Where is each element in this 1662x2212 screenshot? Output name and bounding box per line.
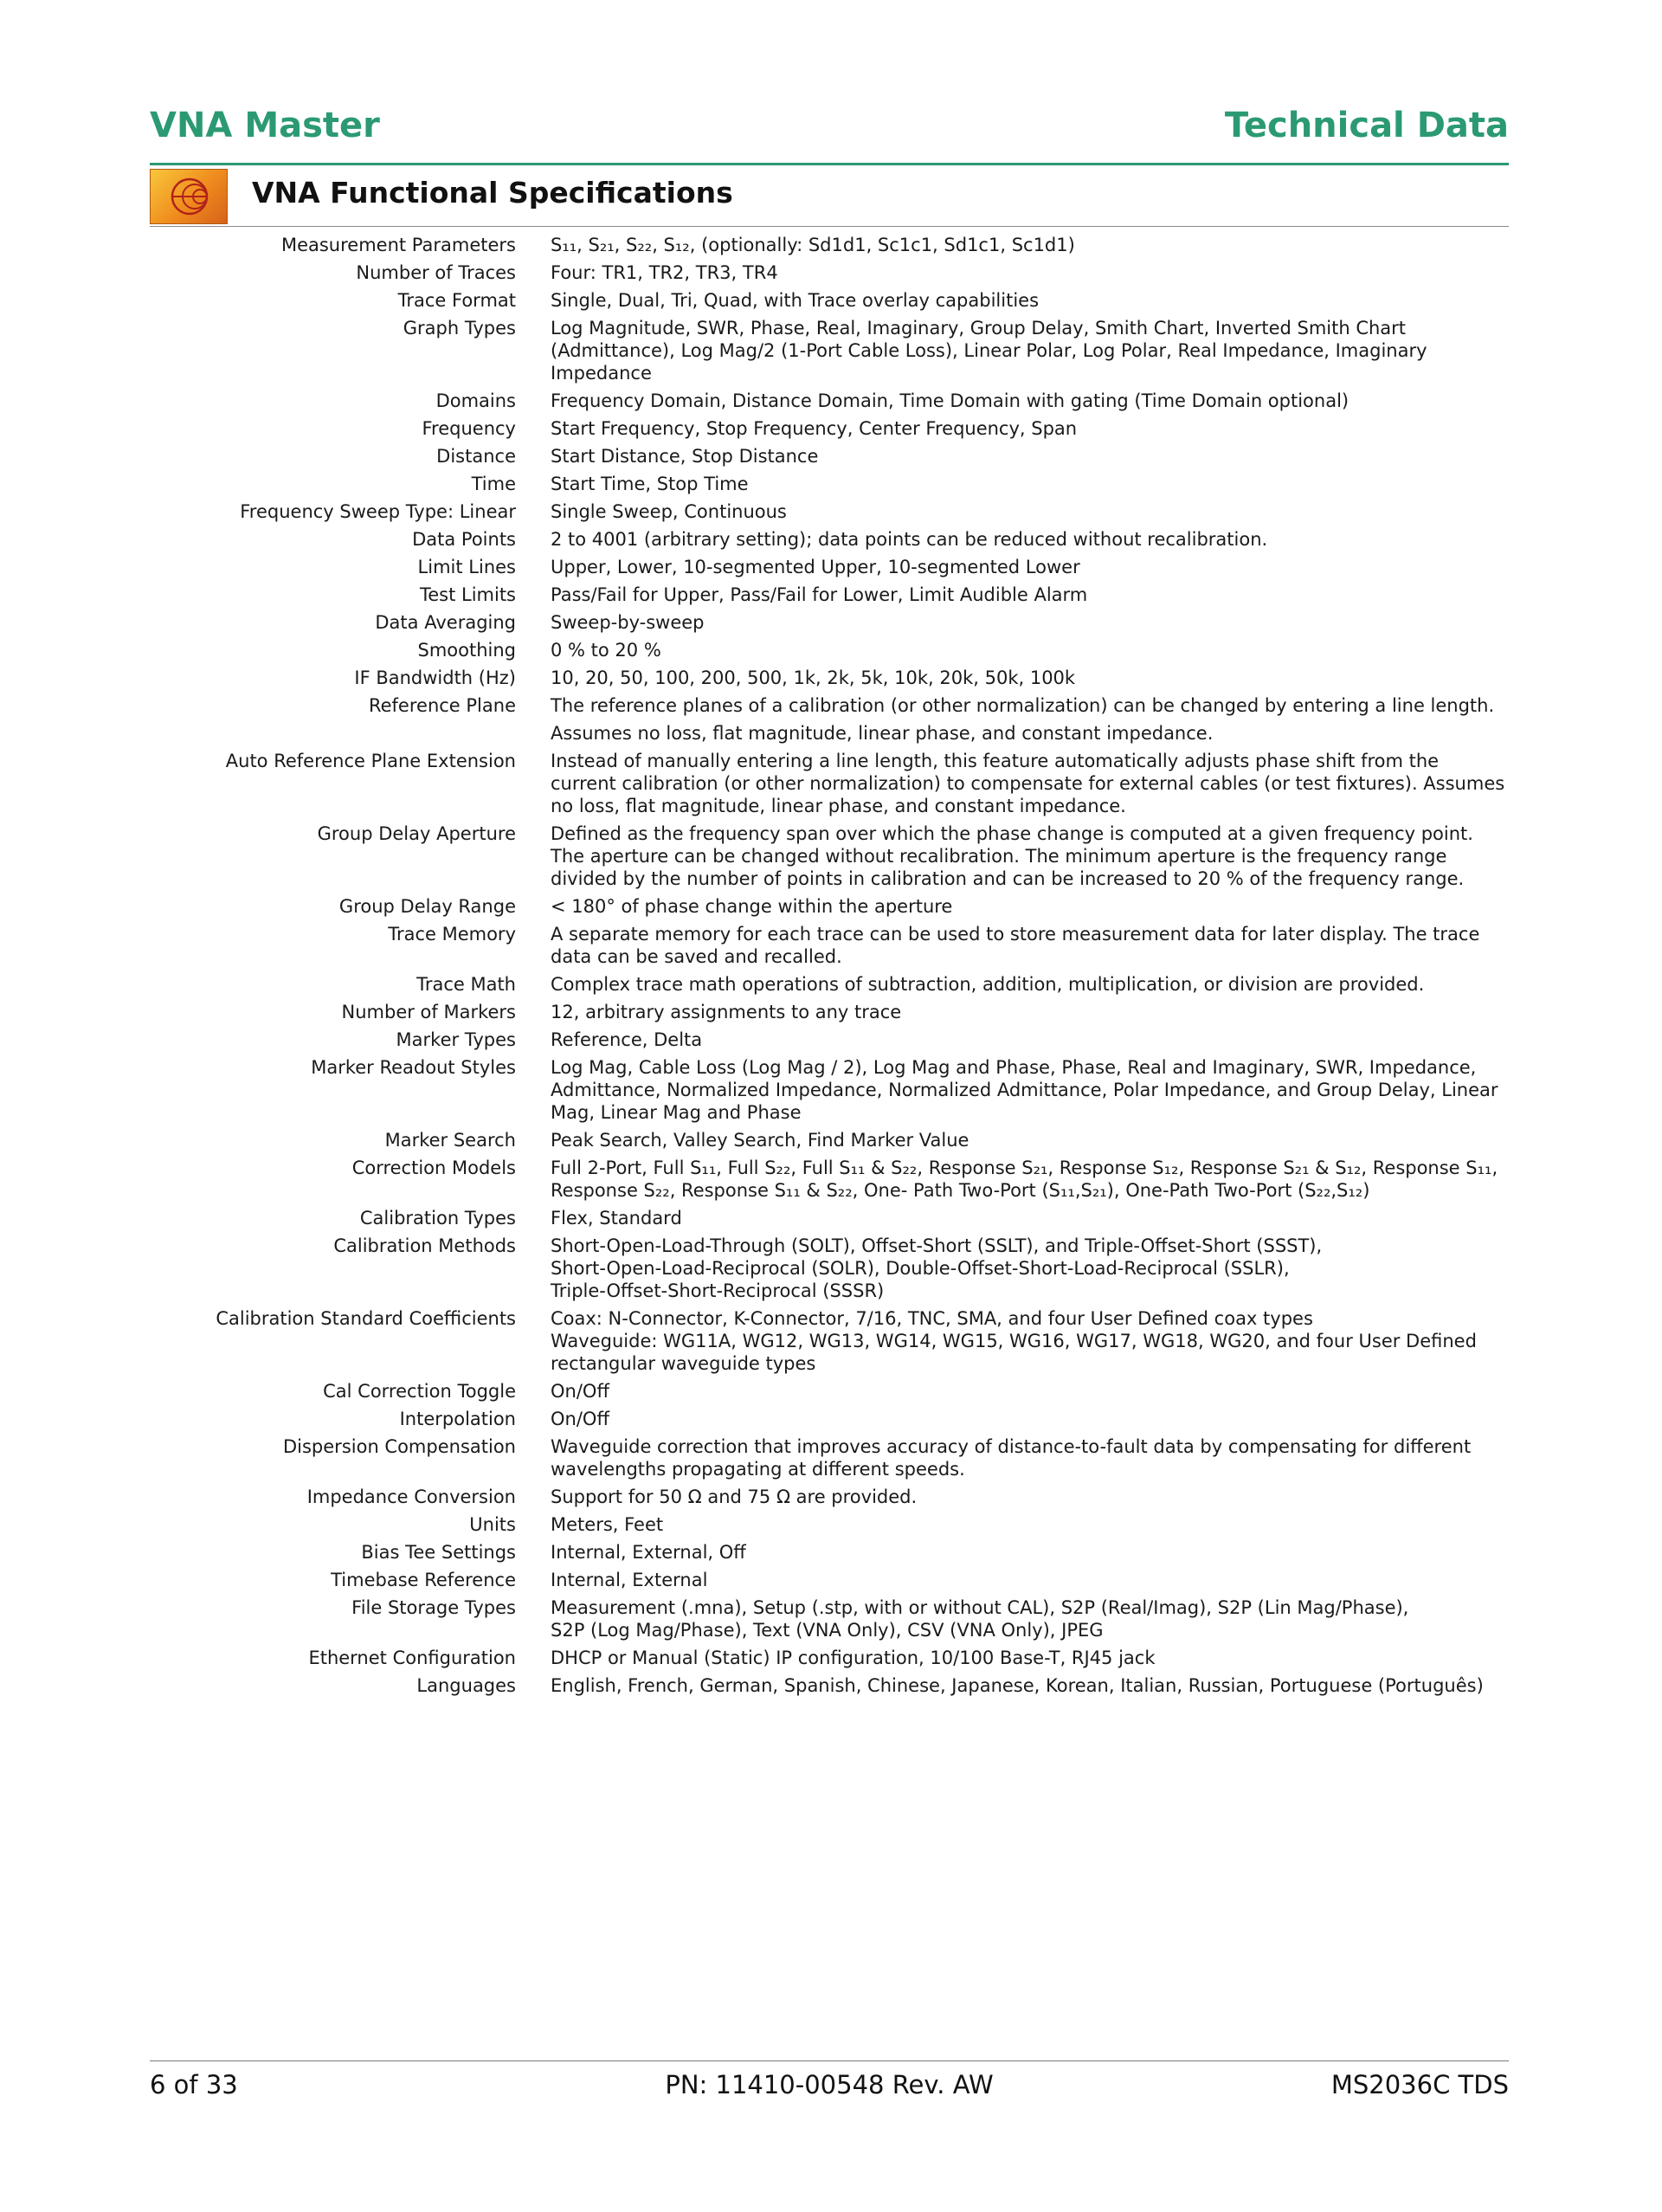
spec-label: Number of Traces <box>356 262 516 283</box>
spec-label: IF Bandwidth (Hz) <box>354 667 516 688</box>
spec-label: Test Limits <box>419 584 516 605</box>
spec-label: Trace Format <box>397 290 516 311</box>
spec-value-line: Start Frequency, Stop Frequency, Center Frequency, Span <box>551 418 1078 439</box>
spec-value <box>551 317 1509 390</box>
spec-value <box>551 923 1509 973</box>
spec-label: Group Delay Range <box>338 896 516 917</box>
spec-label: Frequency <box>422 418 516 439</box>
spec-value-line: 0 % to 20 % <box>551 640 661 661</box>
spec-value-line: Complex trace math operations of subtraction, addition, multiplication, or division are provided. <box>551 974 1425 995</box>
spec-label: Correction Models <box>351 1158 516 1178</box>
spec-row <box>150 417 1509 445</box>
spec-value <box>551 1129 1509 1157</box>
spec-row <box>150 1129 1509 1157</box>
spec-label: Data Points <box>412 529 516 550</box>
spec-row <box>150 1647 1509 1674</box>
spec-value <box>551 1435 1509 1486</box>
spec-value-line: 12, arbitrary assignments to any trace <box>551 1002 902 1022</box>
spec-row <box>150 1029 1509 1056</box>
spec-row <box>150 667 1509 694</box>
spec-value <box>551 1001 1509 1029</box>
spec-value-line: Reference, Delta <box>551 1029 703 1050</box>
spec-value-line: Start Time, Stop Time <box>551 474 749 494</box>
spec-label: Calibration Types <box>359 1208 516 1229</box>
spec-value-line: 2 to 4001 (arbitrary setting); data points can be reduced without recalibration. <box>551 529 1268 550</box>
spec-row <box>150 822 1509 895</box>
spec-row <box>150 390 1509 417</box>
section-category: Technical Data <box>1224 106 1509 145</box>
spec-label: Calibration Standard Coefficients <box>216 1308 516 1329</box>
spec-value <box>551 1056 1509 1129</box>
spec-value-line: Single Sweep, Continuous <box>551 501 787 522</box>
spec-label: Bias Tee Settings <box>361 1542 516 1563</box>
spec-label: Calibration Methods <box>333 1235 516 1256</box>
spec-value-line: The reference planes of a calibration (or other normalization) can be changed by entering a line length. <box>551 695 1495 716</box>
spec-value-line: Measurement (.mna), Setup (.stp, with or without CAL), S2P (Real/Imag), S2P (Lin Mag/Phase), <box>551 1597 1409 1618</box>
spec-value <box>551 1647 1509 1674</box>
spec-label: Ethernet Configuration <box>308 1648 516 1668</box>
spec-value <box>551 1541 1509 1569</box>
spec-row <box>150 1408 1509 1435</box>
spec-value <box>551 1674 1509 1702</box>
spec-value-line: Pass/Fail for Upper, Pass/Fail for Lower, Limit Audible Alarm <box>551 584 1088 605</box>
spec-value <box>551 390 1509 417</box>
spec-label: Auto Reference Plane Extension <box>225 751 516 771</box>
spec-row <box>150 1674 1509 1702</box>
spec-value-line: S2P (Log Mag/Phase), Text (VNA Only), CSV (VNA Only), JPEG <box>551 1620 1104 1641</box>
spec-label: Marker Search <box>384 1130 516 1151</box>
spec-row <box>150 639 1509 667</box>
spec-label: Number of Markers <box>341 1002 516 1022</box>
spec-value-line: Single, Dual, Tri, Quad, with Trace overlay capabilities <box>551 290 1040 311</box>
spec-value-line: English, French, German, Spanish, Chinese, Japanese, Korean, Italian, Russian, Portuguese (Português) <box>551 1675 1484 1696</box>
spec-row <box>150 1307 1509 1380</box>
spec-row <box>150 234 1509 261</box>
spec-label: Smoothing <box>417 640 516 661</box>
spec-value-line: Upper, Lower, 10-segmented Upper, 10-segmented Lower <box>551 557 1080 577</box>
spec-value-line: Four: TR1, TR2, TR3, TR4 <box>551 262 778 283</box>
part-number: PN: 11410-00548 Rev. AW <box>665 2070 994 2099</box>
spec-label: Graph Types <box>403 318 516 339</box>
spec-row <box>150 500 1509 528</box>
spec-value-line: Log Mag, Cable Loss (Log Mag / 2), Log Mag and Phase, Phase, Real and Imaginary, SWR, Impedance, Admittance, Normalized Impedance, Normalized Admittance, Polar Impedance, and Group Delay, Linear Mag, Linear Mag and Phase <box>551 1057 1498 1123</box>
spec-value <box>551 445 1509 473</box>
spec-row <box>150 473 1509 500</box>
spec-row <box>150 556 1509 584</box>
spec-row <box>150 1207 1509 1235</box>
spec-value-line: < 180° of phase change within the aperture <box>551 896 953 917</box>
spec-value <box>551 417 1509 445</box>
spec-value-line: Start Distance, Stop Distance <box>551 446 819 467</box>
spec-row <box>150 1157 1509 1207</box>
page-number: 6 of 33 <box>150 2070 238 2099</box>
spec-row <box>150 895 1509 923</box>
spec-value <box>551 1235 1509 1307</box>
spec-value <box>551 1207 1509 1235</box>
spec-value-line: Waveguide correction that improves accuracy of distance-to-fault data by compensating for different wavelengths propagating at different speeds. <box>551 1436 1472 1480</box>
spec-label: Interpolation <box>399 1409 516 1429</box>
spec-value <box>551 473 1509 500</box>
spec-value <box>551 556 1509 584</box>
spec-value-line: Waveguide: WG11A, WG12, WG13, WG14, WG15, WG16, WG17, WG18, WG20, and four User Defined rectangular waveguide types <box>551 1331 1477 1374</box>
spec-label: Cal Correction Toggle <box>323 1381 516 1402</box>
spec-value-line: Defined as the frequency span over which the phase change is computed at a given frequency point. The aperture can be changed without recalibration. The minimum aperture is the frequency range divided by the number of points in calibration and can be increased to 20 % of the frequency range. <box>551 823 1473 889</box>
spec-value <box>551 895 1509 923</box>
spec-row <box>150 1541 1509 1569</box>
spec-row <box>150 1056 1509 1129</box>
spec-label: Reference Plane <box>368 695 516 716</box>
spec-row <box>150 317 1509 390</box>
spec-value <box>551 1596 1509 1647</box>
spec-value <box>551 973 1509 1001</box>
spec-value <box>551 1307 1509 1380</box>
page-header <box>150 102 1509 165</box>
spec-label: Limit Lines <box>417 557 516 577</box>
spec-value <box>551 611 1509 639</box>
spec-value-line: On/Off <box>551 1409 609 1429</box>
spec-value-line: Full 2-Port, Full S₁₁, Full S₂₂, Full S₁₁ & S₂₂, Response S₂₁, Response S₁₂, Response S₂₁ & S₁₂, Response S₁₁, Response S₂₂, Response S₁₁ & S₂₂, One- Path Two-Port (S₁₁,S₂₁), One-Path Two-Port (S₂₂,S₁₂) <box>551 1158 1498 1201</box>
spec-row <box>150 1435 1509 1486</box>
spec-value-line: Short-Open-Load-Through (SOLT), Offset-Short (SSLT), and Triple-Offset-Short (SSST), <box>551 1235 1323 1256</box>
spec-value-line: Triple-Offset-Short-Reciprocal (SSSR) <box>551 1280 885 1301</box>
spec-label: File Storage Types <box>351 1597 516 1618</box>
spec-label: Frequency Sweep Type: Linear <box>240 501 516 522</box>
spec-value <box>551 1157 1509 1207</box>
product-title: VNA Master <box>150 106 380 145</box>
spec-value-line: DHCP or Manual (Static) IP configuration, 10/100 Base-T, RJ45 jack <box>551 1648 1156 1668</box>
spec-value <box>551 500 1509 528</box>
spec-row <box>150 973 1509 1001</box>
spec-value <box>551 694 1509 750</box>
spec-value-line: Internal, External <box>551 1570 708 1590</box>
spec-row <box>150 750 1509 822</box>
spec-value <box>551 750 1509 822</box>
spec-label: Marker Types <box>396 1029 516 1050</box>
spec-label: Data Averaging <box>375 612 516 633</box>
spec-label: Trace Memory <box>388 924 516 945</box>
spec-value <box>551 1569 1509 1596</box>
spec-row <box>150 1380 1509 1408</box>
spec-value <box>551 1380 1509 1408</box>
spec-value <box>551 639 1509 667</box>
spec-row <box>150 289 1509 317</box>
spec-row <box>150 584 1509 611</box>
spec-value <box>551 1513 1509 1541</box>
spec-value-line: Short-Open-Load-Reciprocal (SOLR), Double-Offset-Short-Load-Reciprocal (SSLR), <box>551 1258 1290 1279</box>
spec-row <box>150 1001 1509 1029</box>
spec-label: Domains <box>435 390 516 411</box>
spec-value-line: Sweep-by-sweep <box>551 612 705 633</box>
spec-value <box>551 528 1509 556</box>
spec-value-line: Meters, Feet <box>551 1514 664 1535</box>
spec-row <box>150 923 1509 973</box>
spec-row <box>150 1513 1509 1541</box>
spec-row <box>150 611 1509 639</box>
spec-value <box>551 822 1509 895</box>
spec-value-line: S₁₁, S₂₁, S₂₂, S₁₂, (optionally: Sd1d1, Sc1c1, Sd1c1, Sc1d1) <box>551 235 1075 255</box>
spec-label: Impedance Conversion <box>306 1486 516 1507</box>
spec-row <box>150 261 1509 289</box>
spec-row <box>150 1486 1509 1513</box>
spec-label: Group Delay Aperture <box>317 823 516 844</box>
spec-label: Dispersion Compensation <box>282 1436 516 1457</box>
section-title: VNA Functional Specifications <box>252 176 733 210</box>
spec-value-line: Frequency Domain, Distance Domain, Time Domain with gating (Time Domain optional) <box>551 390 1350 411</box>
spec-value <box>551 289 1509 317</box>
vna-smith-chart-icon <box>150 169 228 224</box>
spec-row <box>150 1235 1509 1307</box>
spec-value-line: Support for 50 Ω and 75 Ω are provided. <box>551 1486 918 1507</box>
spec-value-line: Peak Search, Valley Search, Find Marker Value <box>551 1130 970 1151</box>
spec-label: Marker Readout Styles <box>311 1057 516 1078</box>
spec-value-line: Internal, External, Off <box>551 1542 746 1563</box>
spec-label: Timebase Reference <box>331 1570 516 1590</box>
document-id: MS2036C TDS <box>1330 2070 1509 2099</box>
spec-value <box>551 1408 1509 1435</box>
spec-value <box>551 1486 1509 1513</box>
spec-label: Trace Math <box>416 974 516 995</box>
section-header <box>150 167 1509 227</box>
spec-value <box>551 667 1509 694</box>
spec-row <box>150 1596 1509 1647</box>
spec-row <box>150 445 1509 473</box>
spec-row <box>150 528 1509 556</box>
spec-value-line: On/Off <box>551 1381 609 1402</box>
spec-label: Distance <box>436 446 516 467</box>
spec-table <box>150 234 1509 1702</box>
spec-value-line: Instead of manually entering a line length, this feature automatically adjusts phase shift from the current calibration (or other normalization) to compensate for external cables (or test fixtures). Assumes no loss, flat magnitude, linear phase, and constant impedance. <box>551 751 1505 816</box>
spec-value <box>551 234 1509 261</box>
spec-value-line: Coax: N-Connector, K-Connector, 7/16, TNC, SMA, and four User Defined coax types <box>551 1308 1313 1329</box>
spec-row <box>150 1569 1509 1596</box>
spec-row <box>150 694 1509 750</box>
spec-value-line: Flex, Standard <box>551 1208 682 1229</box>
spec-label: Measurement Parameters <box>280 235 516 255</box>
spec-label: Time <box>471 474 516 494</box>
spec-value-line: Assumes no loss, flat magnitude, linear phase, and constant impedance. <box>551 723 1214 744</box>
spec-value-line: A separate memory for each trace can be used to store measurement data for later display. The trace data can be saved and recalled. <box>551 924 1480 967</box>
spec-value <box>551 1029 1509 1056</box>
spec-value-line: Log Magnitude, SWR, Phase, Real, Imaginary, Group Delay, Smith Chart, Inverted Smith Chart (Admittance), Log Mag/2 (1-Port Cable Loss), Linear Polar, Log Polar, Real Impedance, Imaginary Impedance <box>551 318 1427 384</box>
spec-value <box>551 261 1509 289</box>
page-footer <box>150 2060 1509 2113</box>
spec-value <box>551 584 1509 611</box>
spec-label: Units <box>469 1514 516 1535</box>
spec-value-line: 10, 20, 50, 100, 200, 500, 1k, 2k, 5k, 10k, 20k, 50k, 100k <box>551 667 1076 688</box>
spec-label: Languages <box>416 1675 516 1696</box>
